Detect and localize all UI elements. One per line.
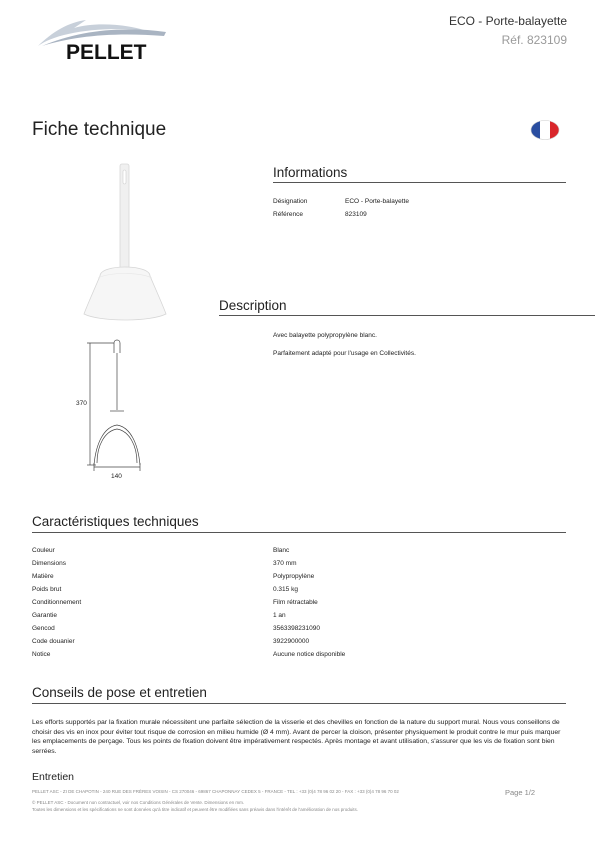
informations-rule <box>273 182 566 183</box>
conseils-text: Les efforts supportés par la fixation murale nécessitent une parfaite sélection de la visserie et des chevilles en fonction de la nature du support mural. Nous vous conseillons de choisir des vis en inox pour éviter tout risque de corrosion en milieu humide (Ø 4 mm). Avant de percer la cloison, présenter physiquement le produit contre le mur puis marquer les emplacements de perçage. Tous les points de fixation doivent être impérativement respectés. Après montage et avant utilisation, s'assurer que les vis de fixation sont bien serrées. <box>32 719 561 755</box>
spec-value: Film rétractable <box>273 599 318 606</box>
logo-text: PELLET <box>66 41 147 64</box>
informations-heading: Informations <box>273 165 348 180</box>
description-line-2: Parfaitement adapté pour l'usage en Collectivités. <box>273 350 416 357</box>
spec-value: 3922900000 <box>273 638 310 645</box>
spec-label: Matière <box>32 573 54 580</box>
caracteristiques-rule <box>32 532 566 533</box>
pellet-logo <box>34 14 184 64</box>
footer-address: PELLET ASC - ZI DE CHAPOTIN - 240 RUE DES FRÈRES VOISIN - CS 270046 - 69867 CHAPONNAY CEDEX 5 - FRANCE - TEL : +33 (0)4 78 96 02 20 - FAX : +33 (0)4 78 96 70 02 <box>32 789 399 794</box>
description-rule <box>219 315 595 316</box>
france-flag-icon <box>530 120 560 140</box>
spec-value: 370 mm <box>273 560 297 567</box>
height-dimension-label: 370 <box>76 400 87 407</box>
caracteristiques-heading: Caractéristiques techniques <box>32 514 199 529</box>
width-dimension-label: 140 <box>111 473 122 480</box>
entretien-heading: Entretien <box>32 771 75 783</box>
product-image <box>40 160 240 325</box>
spec-value: 3563398231090 <box>273 625 320 632</box>
spec-label: Code douanier <box>32 638 75 645</box>
spec-label: Gencod <box>32 625 55 632</box>
info-value-reference: 823109 <box>345 211 367 218</box>
spec-value: Blanc <box>273 547 290 554</box>
footer-legal-2: Toutes les dimensions et les spécifications ne sont données qu'à titre indicatif et peuvent être modifiées sans préavis dans l'intérêt de l'amélioration de nos produits. <box>32 807 359 812</box>
spec-label: Dimensions <box>32 560 66 567</box>
spec-label: Notice <box>32 651 51 658</box>
product-title: ECO - Porte-balayette <box>448 14 567 28</box>
description-heading: Description <box>219 298 287 313</box>
spec-label: Garantie <box>32 612 57 619</box>
technical-drawing <box>70 335 180 485</box>
product-ref: Réf. 823109 <box>501 33 567 47</box>
description-line-1: Avec balayette polypropylène blanc. <box>273 332 377 339</box>
spec-value: 0.315 kg <box>273 586 298 593</box>
spec-label: Couleur <box>32 547 55 554</box>
conseils-heading: Conseils de pose et entretien <box>32 685 207 700</box>
spec-value: Aucune notice disponible <box>273 651 346 658</box>
page-number: Page 1/2 <box>505 788 536 797</box>
spec-value: 1 an <box>273 612 286 619</box>
conseils-rule <box>32 703 566 704</box>
info-label-reference: Référence <box>273 211 303 218</box>
footer-legal-1: © PELLET ASC - Document non contractuel, voir nos Conditions Générales de Vente. Dimensions en mm. <box>32 800 245 805</box>
spec-value: Polypropylène <box>273 573 315 580</box>
spec-label: Conditionnement <box>32 599 82 606</box>
spec-label: Poids brut <box>32 586 62 593</box>
info-value-designation: ECO - Porte-balayette <box>345 198 409 205</box>
page-title: Fiche technique <box>32 119 167 140</box>
info-label-designation: Désignation <box>273 198 308 205</box>
